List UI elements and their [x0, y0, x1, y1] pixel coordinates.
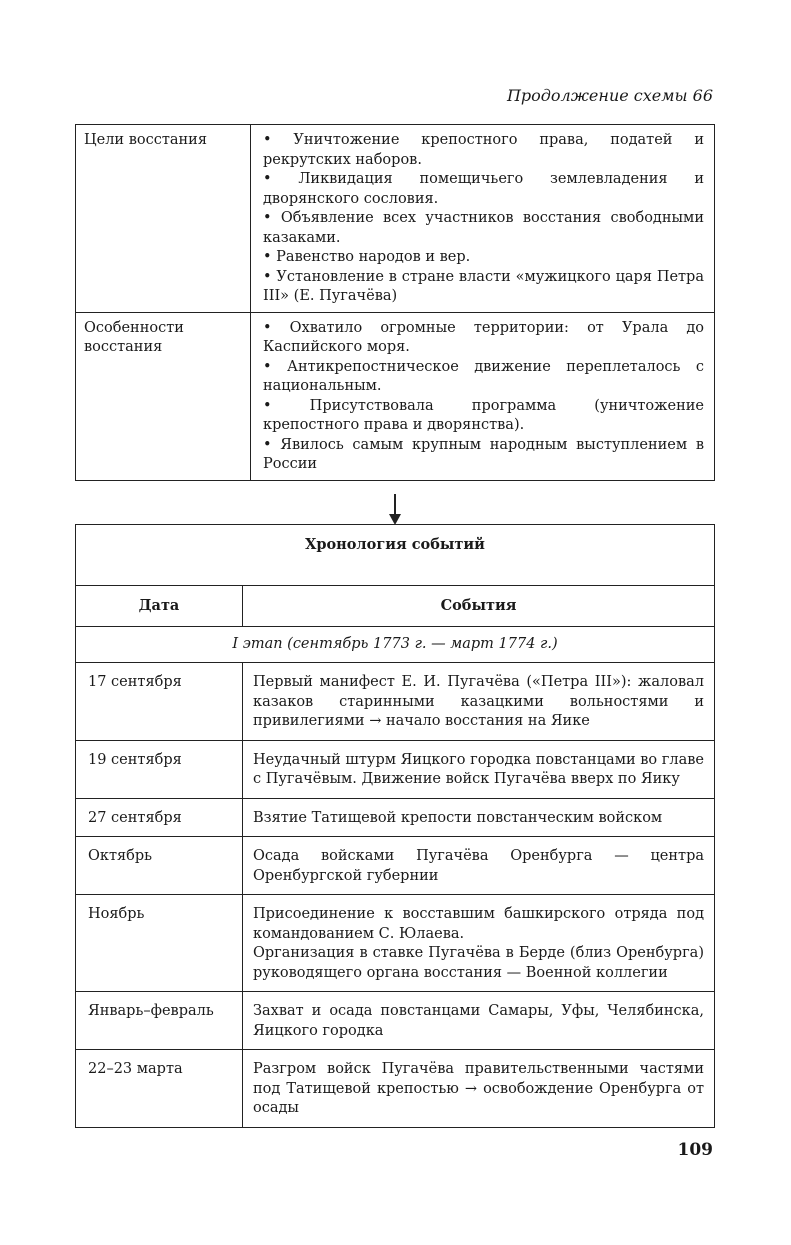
list-item: • Присутствовала программа (уничтожение крепостного права и дворянства).	[263, 397, 704, 433]
table-row	[76, 312, 715, 480]
event-description: Первый манифест Е. И. Пугачёва («Петра III»): жаловал казаков старинными казацкими вольностями и привилегиями → начало восстания на Яике	[243, 663, 715, 741]
row-label-features: Особенности восстания	[76, 312, 251, 480]
event-description: Осада войсками Пугачёва Оренбурга — центра Оренбургской губернии	[243, 837, 715, 895]
table-header-row	[76, 586, 715, 627]
table-row	[76, 798, 715, 837]
table-row	[76, 895, 715, 992]
list-item: • Уничтожение крепостного права, податей и рекрутских наборов.	[263, 132, 704, 168]
page-number: 109	[677, 1140, 713, 1160]
table-row	[76, 626, 715, 663]
event-description: Неудачный штурм Яицкого городка повстанцами во главе с Пугачёвым. Движение войск Пугачёва вверх по Яику	[243, 740, 715, 798]
table-row	[76, 1050, 715, 1128]
event-description: Захват и осада повстанцами Самары, Уфы, Челябинска, Яицкого городка	[243, 992, 715, 1050]
list-item: • Явилось самым крупным народным выступлением в России	[263, 436, 704, 472]
event-description: Взятие Татищевой крепости повстанческим войском	[243, 798, 715, 837]
column-header-events: События	[243, 586, 715, 627]
event-description	[243, 895, 715, 992]
event-date: 22–23 марта	[76, 1050, 243, 1128]
event-date: Октябрь	[76, 837, 243, 895]
continuation-caption: Продолжение схемы 66	[506, 86, 713, 105]
event-description: Разгром войск Пугачёва правительственными частями под Татищевой крепостью → освобождение Оренбурга от осады	[243, 1050, 715, 1128]
table-row	[76, 740, 715, 798]
list-item: • Равенство народов и вер.	[263, 249, 471, 265]
list-item: • Антикрепостническое движение переплеталось с национальным.	[263, 358, 704, 394]
event-date: 27 сентября	[76, 798, 243, 837]
event-date: Январь–февраль	[76, 992, 243, 1050]
table-row	[76, 125, 715, 313]
event-date: Ноябрь	[76, 895, 243, 992]
table-row	[76, 992, 715, 1050]
event-date: 17 сентября	[76, 663, 243, 741]
table-row	[76, 525, 715, 586]
connector-arrow-line	[394, 494, 396, 516]
event-date: 19 сентября	[76, 740, 243, 798]
features-list	[251, 312, 715, 480]
table-row	[76, 663, 715, 741]
list-item: • Установление в стране власти «мужицкого царя Петра III» (Е. Пугачёва)	[263, 268, 704, 304]
list-item: • Охватило огромные территории: от Урала до Каспийского моря.	[263, 319, 704, 355]
event-part: Присоединение к восставшим башкирского отряда под командованием С. Юлаева.	[253, 906, 704, 942]
column-header-date: Дата	[76, 586, 243, 627]
table-row	[76, 837, 715, 895]
stage-heading: I этап (сентябрь 1773 г. — март 1774 г.)	[76, 626, 715, 663]
event-part: Организация в ставке Пугачёва в Берде (близ Оренбурга) руководящего органа восстания — Военной коллегии	[253, 945, 704, 981]
chronology-table	[75, 524, 715, 1128]
goals-features-table	[75, 124, 715, 481]
chronology-title: Хронология событий	[76, 525, 715, 586]
goals-list	[251, 125, 715, 313]
list-item: • Объявление всех участников восстания свободными казаками.	[263, 210, 704, 246]
list-item: • Ликвидация помещичьего землевладения и дворянского сословия.	[263, 171, 704, 207]
row-label-goals: Цели восстания	[76, 125, 251, 313]
